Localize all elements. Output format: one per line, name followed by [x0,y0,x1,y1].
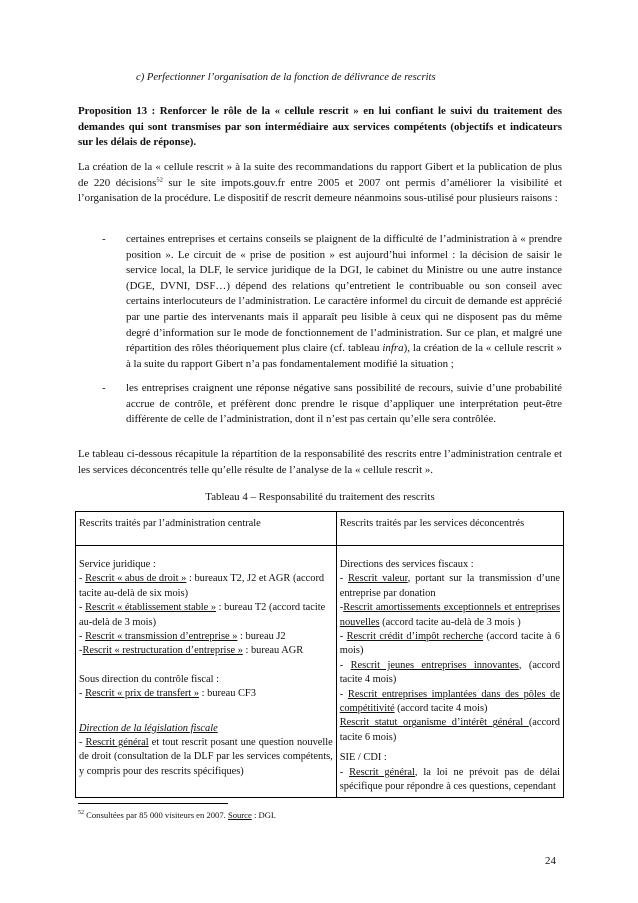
rescrit-type: Rescrit amortissements exceptionnels et entreprises nouvelles [339,602,560,628]
table-cell-deconcentrated [336,546,563,798]
table-cell-central [76,546,337,798]
rescrit-type: Rescrit « abus de droit » [85,573,187,585]
footnote-source-label: Source [227,810,252,820]
bullet-text [126,232,562,372]
list-item: - Rescrit général et tout rescrit posant une question nouvelle de droit (consultation de la DLF par les services compétents, y compris pour des rescrits spécifiques) [79,737,333,777]
list-item: - Rescrit jeunes entreprises innovantes, (accord tacite 4 mois) [339,659,561,686]
bullet-text-part: certaines entreprises et certains conseils se plaignent de la difficulté de l’administration à « prendre position ». Le circuit de « prise de position » est aujourd’hui informel : la décision de saisir le service local, la DLF, le service juridique de la DGI, le cabinet du Ministre ou une autre instance (DGE, DVNI, DSF…) dépend des relations qu’entretient le contribuable ou son conseil avec certains interlocuteurs de l’administration. Le caractère informel du circuit de demande est apprécié par une partie des intervenants mais il apparaît peu lisible à ceux qui ne disposent pas du même degré d’information sur le mode de fonctionnement de l’administration. Sur ce plan, et malgré une répartition des rôles théoriquement plus claire (cf. tableau [126,233,562,355]
bullet-italic-word: infra [382,342,404,355]
rescrit-type: Rescrit « restructuration d’entreprise » [82,645,243,657]
footnote-source-text: : DGI. [251,810,276,820]
list-item: - Rescrit valeur, portant sur la transmission d’une entreprise par donation [339,573,560,599]
list-item: - Rescrit « établissement stable » : bureau T2 (accord tacite au-delà de 3 mois) [79,602,326,628]
proposition-13: Proposition 13 : Renforcer le rôle de la « cellule rescrit » en lui confiant le suivi du traitement des demandes qui sont transmises par son intermédiaire aux services compétents (objectifs et indicateurs sur les délais de réponse). [78,105,562,149]
list-item: - Rescrit entreprises implantées dans des pôles de compétitivité (accord tacite 4 mois) [339,688,560,715]
intro-paragraph [78,160,562,207]
section-title: c) Perfectionner l’organisation de la fonction de délivrance de rescrits [136,72,436,83]
intro-text-cont: sur le site impots.gouv.fr entre 2005 et 2007 ont permis d’améliorer la visibilité et l’organisation de la procédure. Le dispositif de rescrit demeure néanmoins sous-utilisé pour plusieurs raisons : [78,176,562,205]
rescrit-type: Rescrit « prix de transfert » [85,688,200,700]
list-item: - Rescrit crédit d’impôt recherche (accord tacite à 6 mois) [339,631,561,657]
rescrit-type: Rescrit général [85,737,149,749]
bullet-text: les entreprises craignent une réponse négative sans possibilité de recours, suivie d’une probabilité accrue de contrôle, et préfèrent donc prendre le risque d’appliquer une interprétation peut-être différente de celle de l’administration, dont il n’est pas certain qu’elle sera contrôlée. [126,382,562,426]
page-number: 24 [545,855,556,867]
footnote-text: Consultées par 85 000 visiteurs en 2007. [84,810,228,820]
group-title: Sous direction du contrôle fiscal : [79,673,219,685]
rescrit-type: Rescrit entreprises implantées dans des pôles de compétitivité [339,688,560,715]
list-item: -Rescrit amortissements exceptionnels et entreprises nouvelles (accord tacite au-delà de 3 mois ) [339,602,560,628]
bullet-dash: - [102,382,106,394]
list-item: - Rescrit « prix de transfert » : bureau CF3 [79,688,256,700]
footnote-divider [78,803,228,804]
rescrit-type: Rescrit crédit d’impôt recherche [346,631,484,643]
table-header-central: Rescrits traités par l’administration centrale [76,512,337,546]
list-item: Rescrit statut organisme d’intérêt général (accord tacite 6 mois) [339,717,560,743]
list-item: - Rescrit « transmission d’entreprise » : bureau J2 [79,631,286,643]
footnote-number: 52 [78,810,84,817]
group-title: SIE / CDI : [339,752,387,764]
rescrit-type: Rescrit « transmission d’entreprise » [85,631,238,643]
bullet-text-part: ), la création de la « cellule rescrit » à la suite du rapport Gibert n’a pas fondamentalement modifié la situation ; [126,342,562,370]
table-intro-paragraph: Le tableau ci-dessous récapitule la répartition de la responsabilité des rescrits entre l’administration centrale et les services déconcentrés telle qu’elle résulte de l’analyse de la « cellule rescrit ». [78,448,562,476]
footnote-ref[interactable]: 52 [156,175,163,183]
table-header-row [76,512,564,546]
table-row [76,546,564,798]
list-item: -Rescrit « restructuration d’entreprise » : bureau AGR [79,645,304,657]
list-item: - Rescrit « abus de droit » : bureaux T2, J2 et AGR (accord tacite au-delà de six mois) [79,573,325,599]
group-title: Service juridique : [79,559,156,570]
footnote [78,810,276,820]
list-item: - Rescrit général, la loi ne prévoit pas de délai spécifique pour répondre à ces questions, cependant [339,766,560,793]
rescrit-type: Rescrit général [349,766,415,778]
responsibility-table [75,511,564,798]
bullet-dash: - [102,233,106,245]
rescrit-type: Rescrit statut organisme d’intérêt général [339,717,529,729]
table-caption: Tableau 4 – Responsabilité du traitement des rescrits [205,491,435,503]
rescrit-type: Rescrit jeunes entreprises innovantes [350,659,519,671]
intro-text: La création de la « cellule rescrit » à la suite des recommandations du rapport Gibert et la publication de plus de 220 décisions [78,161,562,189]
rescrit-type: Rescrit « établissement stable » [85,602,217,614]
group-title: Directions des services fiscaux : [339,559,474,570]
table-header-deconcentrated: Rescrits traités par les services déconcentrés [336,512,563,546]
group-title: Direction de la législation fiscale [79,722,218,734]
rescrit-type: Rescrit valeur [347,573,408,585]
